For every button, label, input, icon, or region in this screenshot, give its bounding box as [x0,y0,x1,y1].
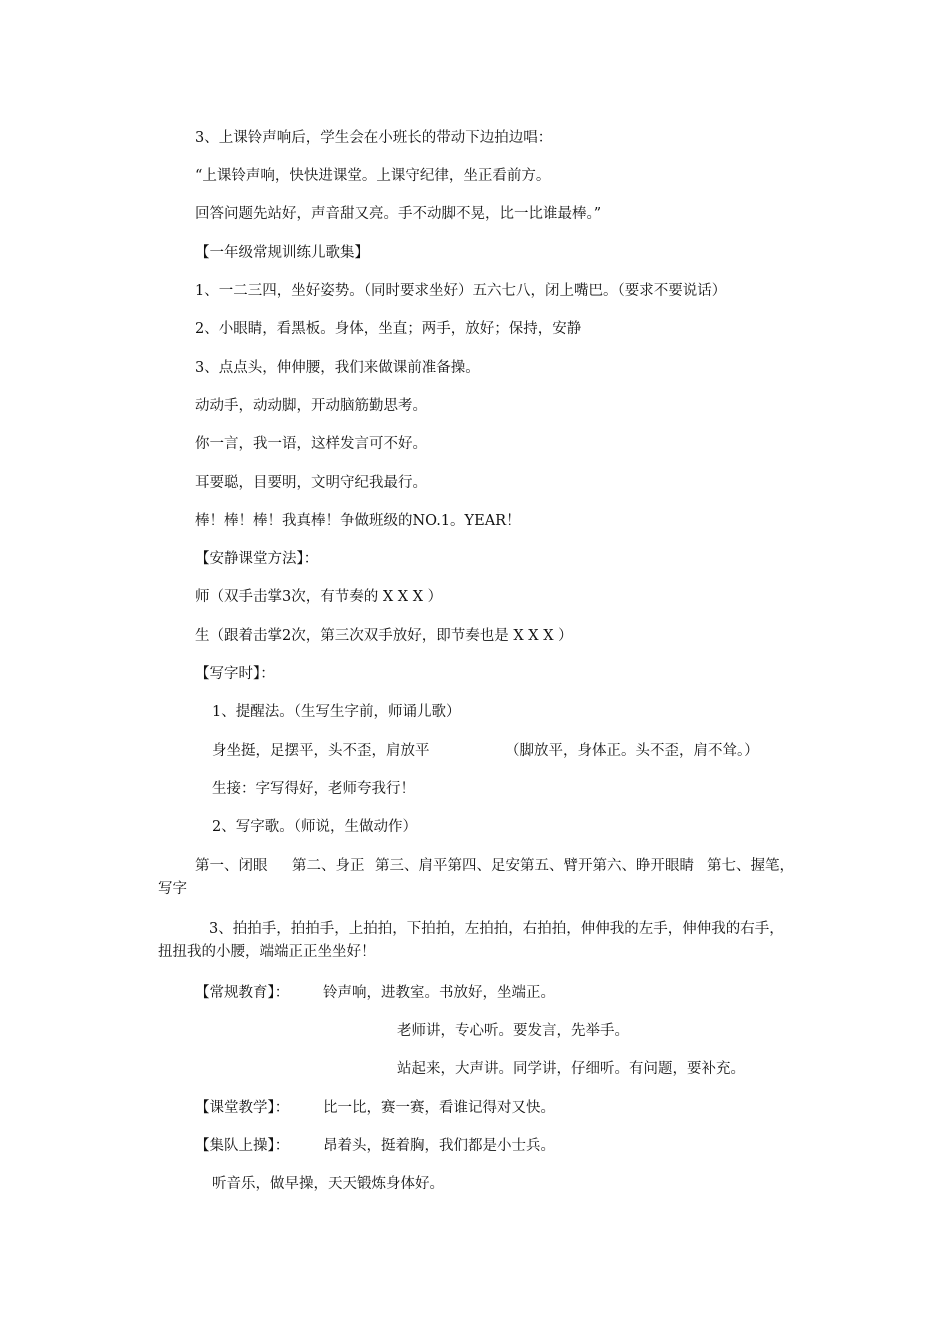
classroom-label: 【课堂教学】： [195,1100,290,1116]
writing-song-step-1: 第一、闭眼 [195,858,268,874]
rhyme-item-2: 2、小眼睛，看黑板。身体，坐直；两手，放好；保持，安静 [195,321,582,337]
section-heading-writing: 【写字时】： [195,666,275,682]
writing-method-reminder: 1、提醒法。（生写生字前，师诵儿歌） [212,704,461,720]
student-reply-line: 生接：字写得好，老师夸我行！ [212,781,415,797]
rhyme-item-1: 1、一二三四，坐好姿势。（同时要求坐好）五六七八，闭上嘴巴。（要求不要说话） [195,283,727,299]
writing-song-steps-3-6: 第三、肩平第四、足安第五、臂开第六、睁开眼睛 [375,858,694,874]
routine-label: 【常规教育】： [195,985,290,1001]
assembly-label: 【集队上操】： [195,1138,290,1154]
section-heading-quiet-class: 【安静课堂方法】： [195,551,319,567]
rhyme-item-3-line-2: 动动手，动动脚，开动脑筋勤思考。 [195,398,427,414]
writing-song-heading: 2、写字歌。（师说，生做动作） [212,819,417,835]
writing-song-tail: 写字 [158,881,187,897]
rhyme-item-3-line-5: 棒！棒！棒！我真棒！争做班级的NO.1。YEAR！ [195,513,521,529]
quiet-method-teacher: 师（双手击掌3次，有节奏的 X X X ） [195,589,443,605]
paragraph-chant-line-2: 回答问题先站好，声音甜又亮。手不动脚不晃，比一比谁最棒。” [195,206,602,222]
paragraph-chant-line-1: “上课铃声响，快快进课堂。上课守纪律，坐正看前方。 [195,168,551,184]
writing-song-step-7: 第七、握笔， [707,858,794,874]
assembly-text: 昂着头，挺着胸，我们都是小士兵。 [323,1138,555,1154]
paragraph-class-bell: 3、上课铃声响后，学生会在小班长的带动下边拍边唱： [195,130,553,146]
routine-line-1: 铃声响，进教室。书放好，坐端正。 [323,985,555,1001]
section-heading-grade-one-rhymes: 【一年级常规训练儿歌集】 [195,245,369,261]
rhyme-item-3-line-3: 你一言，我一语，这样发言可不好。 [195,436,427,452]
writing-song-step-2: 第二、身正 [292,858,365,874]
quiet-method-student: 生（跟着击掌2次，第三次双手放好，即节奏也是 X X X ） [195,628,573,644]
clap-song-paragraph: 3、拍拍手，拍拍手，上拍拍，下拍拍，左拍拍，右拍拍，伸伸我的左手，伸伸我的右手，扭扭我的小腰，端端正正坐坐好！ [158,921,784,960]
rhyme-item-3-line-4: 耳要聪，目要明，文明守纪我最行。 [195,475,427,491]
posture-rhyme-right: （脚放平，身体正。头不歪，肩不耸。） [505,743,759,759]
routine-line-3: 站起来，大声讲。同学讲，仔细听。有问题，要补充。 [397,1061,745,1077]
posture-rhyme-left: 身坐挺，足摆平，头不歪，肩放平 [212,743,430,759]
routine-line-2: 老师讲，专心听。要发言，先举手。 [397,1023,629,1039]
rhyme-item-3: 3、点点头，伸伸腰，我们来做课前准备操。 [195,360,480,376]
assembly-line-2: 听音乐，做早操，天天锻炼身体好。 [212,1176,444,1192]
classroom-text: 比一比，赛一赛，看谁记得对又快。 [323,1100,555,1116]
